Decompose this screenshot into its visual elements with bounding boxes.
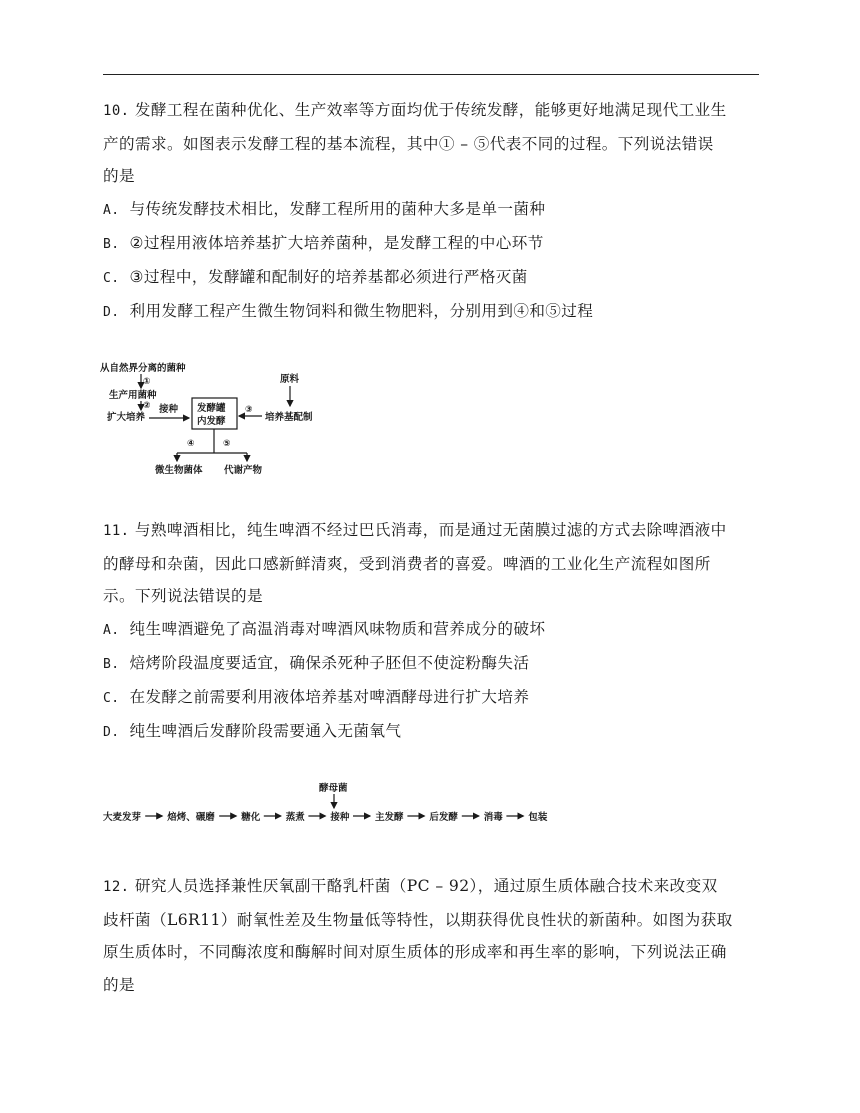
flow-step-label: 糖化 — [241, 812, 261, 823]
step-5-label: ⑤ — [223, 439, 231, 449]
stem-text: 的是 — [103, 975, 135, 994]
question-10 — [103, 94, 763, 329]
option-b[interactable]: B. 焙烤阶段温度要适宜，确保杀死种子胚但不使淀粉酶失活 — [103, 653, 530, 672]
isolated-strain-label: 从自然界分离的菌种 — [100, 363, 186, 374]
yeast-label: 酵母菌 — [319, 783, 348, 794]
metabolites-label: 代谢产物 — [224, 465, 263, 476]
stem-text: 歧杆菌（L6R11）耐氧性差及生物量低等特性，以期获得优良性状的新菌种。如图为获取 — [103, 910, 733, 929]
raw-material-label: 原料 — [280, 374, 300, 385]
step-1-label: ① — [143, 377, 151, 387]
flow-step-label: 包装 — [528, 812, 548, 823]
inoculate-label: 接种 — [159, 404, 179, 415]
option-b[interactable]: B. ②过程用液体培养基扩大培养菌种，是发酵工程的中心环节 — [103, 233, 544, 252]
fermentation-flow-diagram — [97, 358, 337, 483]
stem-text: 示。下列说法错误的是 — [103, 587, 263, 605]
tank-label-line1: 发酵罐 — [197, 403, 226, 414]
stem-text: 原生质体时，不同酶浓度和酶解时间对原生质体的形成率和再生率的影响，下列说法正确 — [103, 943, 727, 961]
tank-label-line2: 内发酵 — [197, 416, 226, 427]
flow-step-label: 后发酵 — [429, 812, 458, 823]
header-rule — [103, 74, 759, 75]
step-3-label: ③ — [245, 405, 253, 415]
stem-text: 与熟啤酒相比，纯生啤酒不经过巴氏消毒，而是通过无菌膜过滤的方式去除啤酒液中 — [134, 521, 727, 539]
option-d[interactable]: D. 纯生啤酒后发酵阶段需要通入无菌氧气 — [103, 721, 402, 740]
stem-text: 发酵工程在菌种优化、生产效率等方面均优于传统发酵，能够更好地满足现代工业生 — [134, 101, 727, 119]
question-12-stem — [103, 870, 763, 1001]
question-number: 12. — [103, 879, 130, 895]
flow-step-label: 大麦发芽 — [103, 812, 142, 823]
expand-culture-label: 扩大培养 — [107, 412, 146, 423]
option-d[interactable]: D. 利用发酵工程产生微生物饲料和微生物肥料，分别用到④和⑤过程 — [103, 301, 594, 320]
question-11-stem — [103, 514, 763, 613]
question-11 — [103, 514, 763, 749]
flow-steps — [103, 811, 548, 823]
flow-step-label: 蒸煮 — [285, 812, 305, 823]
stem-text: 产的需求。如图表示发酵工程的基本流程，其中① – ⑤代表不同的过程。下列说法错误 — [103, 134, 714, 153]
option-a[interactable]: A. 纯生啤酒避免了高温消毒对啤酒风味物质和营养成分的破坏 — [103, 619, 546, 638]
option-c[interactable]: C. 在发酵之前需要利用液体培养基对啤酒酵母进行扩大培养 — [103, 687, 530, 706]
question-10-stem — [103, 94, 763, 193]
question-12 — [103, 870, 763, 1001]
flow-step-label: 接种 — [330, 812, 350, 823]
beer-production-flow-diagram — [100, 778, 548, 830]
flow-step-label: 消毒 — [483, 812, 503, 823]
flow-step-label: 焙烤、碾磨 — [167, 812, 215, 823]
production-strain-label: 生产用菌种 — [109, 390, 157, 401]
question-number: 11. — [103, 523, 130, 539]
microbial-cells-label: 微生物菌体 — [155, 465, 203, 476]
stem-text: 的是 — [103, 167, 135, 185]
option-c[interactable]: C. ③过程中，发酵罐和配制好的培养基都必须进行严格灭菌 — [103, 267, 528, 286]
stem-text: 研究人员选择兼性厌氧副干酪乳杆菌（PC – 92），通过原生质体融合技术来改变双 — [134, 877, 718, 895]
question-number: 10. — [103, 103, 130, 119]
medium-prep-label: 培养基配制 — [265, 412, 313, 423]
flow-step-label: 主发酵 — [375, 812, 404, 823]
option-a[interactable]: A. 与传统发酵技术相比，发酵工程所用的菌种大多是单一菌种 — [103, 199, 546, 218]
step-2-label: ② — [143, 401, 151, 411]
step-4-label: ④ — [187, 439, 195, 449]
stem-text: 的酵母和杂菌，因此口感新鲜清爽，受到消费者的喜爱。啤酒的工业化生产流程如图所 — [103, 554, 711, 573]
